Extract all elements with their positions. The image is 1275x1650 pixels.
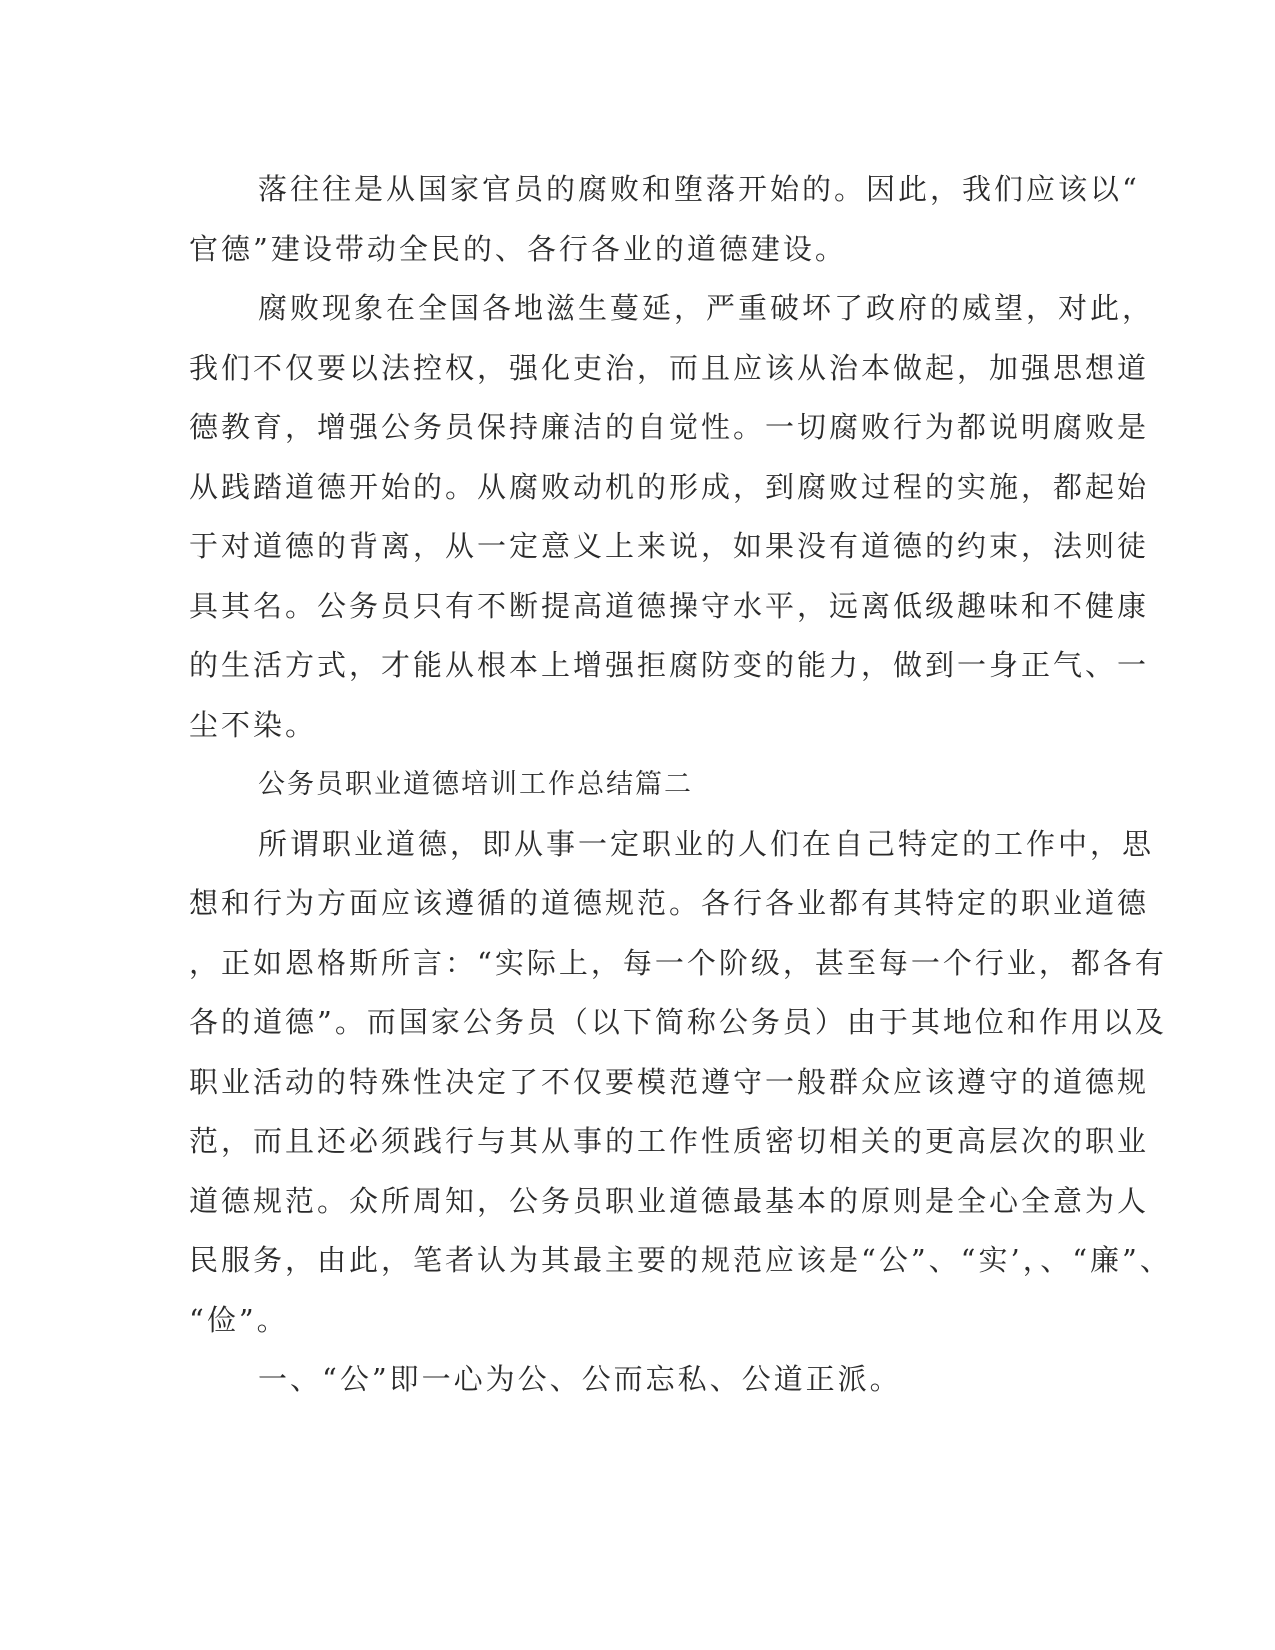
section-heading: 公务员职业道德培训工作总结篇二 bbox=[258, 769, 693, 800]
paragraph-line: 尘不染。 bbox=[189, 707, 318, 742]
paragraph-line: ，正如恩格斯所言：“实际上，每一个阶级，甚至每一个行业，都各有 bbox=[189, 945, 1167, 980]
paragraph-line: 道德规范。众所周知，公务员职业道德最基本的原则是全心全意为人 bbox=[189, 1183, 1150, 1218]
paragraph-line: 所谓职业道德，即从事一定职业的人们在自己特定的工作中，思 bbox=[258, 826, 1155, 861]
document-body bbox=[189, 160, 1172, 1410]
paragraph-line: 从践踏道德开始的。从腐败动机的形成，到腐败过程的实施，都起始 bbox=[189, 469, 1150, 504]
paragraph-line: 民服务，由此，笔者认为其最主要的规范应该是“公”、“实’，、“廉”、 bbox=[189, 1243, 1172, 1277]
paragraph-line: “俭”。 bbox=[189, 1302, 289, 1337]
paragraph-line: 的生活方式，才能从根本上增强拒腐防变的能力，做到一身正气、一 bbox=[189, 648, 1150, 682]
paragraph-line: 职业活动的特殊性决定了不仅要模范遵守一般群众应该遵守的道德规 bbox=[189, 1064, 1150, 1099]
paragraph-line: 德教育，增强公务员保持廉洁的自觉性。一切腐败行为都说明腐败是 bbox=[189, 410, 1150, 444]
paragraph-line: 一、“公”即一心为公、公而忘私、公道正派。 bbox=[258, 1362, 902, 1396]
paragraph-line: 范，而且还必须践行与其从事的工作性质密切相关的更高层次的职业 bbox=[189, 1124, 1150, 1158]
paragraph-line: 我们不仅要以法控权，强化吏治，而且应该从治本做起，加强思想道 bbox=[189, 350, 1150, 385]
paragraph-line: 想和行为方面应该遵循的道德规范。各行各业都有其特定的职业道德 bbox=[189, 886, 1150, 920]
paragraph-line: 具其名。公务员只有不断提高道德操守水平，远离低级趣味和不健康 bbox=[189, 588, 1150, 623]
paragraph-line: 各的道德”。而国家公务员（以下简称公务员）由于其地位和作用以及 bbox=[189, 1005, 1167, 1039]
paragraph-line: 腐败现象在全国各地滋生蔓延，严重破坏了政府的威望，对此， bbox=[258, 291, 1155, 325]
paragraph-line: 于对道德的背离，从一定意义上来说，如果没有道德的约束，法则徒 bbox=[189, 529, 1150, 563]
paragraph-line: 落往往是从国家官员的腐败和堕落开始的。因此，我们应该以“ bbox=[258, 172, 1140, 206]
paragraph-line: 官德”建设带动全民的、各行各业的道德建设。 bbox=[189, 231, 847, 266]
